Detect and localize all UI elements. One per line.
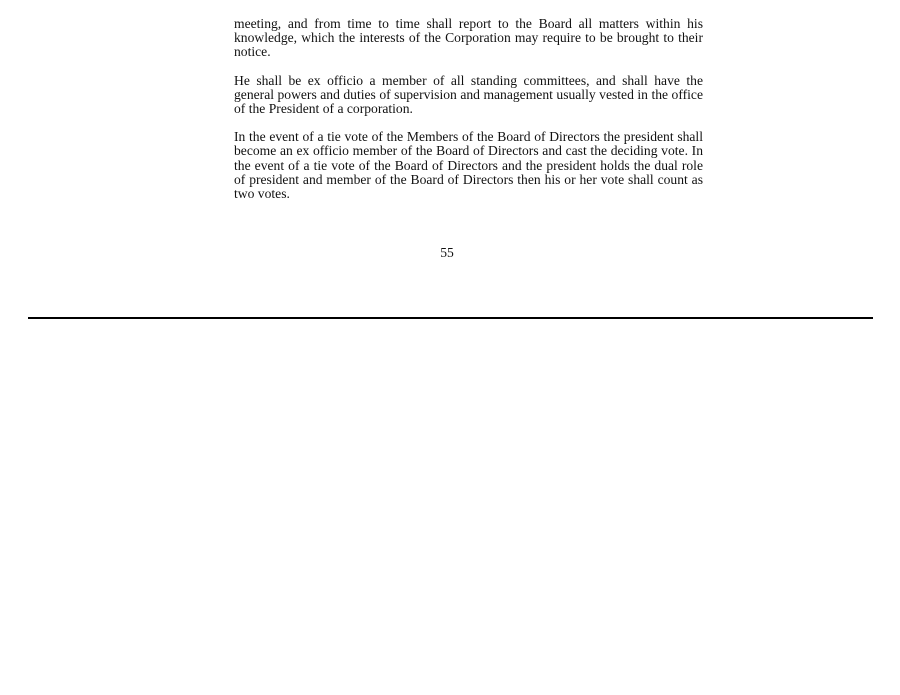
page-number: 55: [440, 245, 454, 260]
paragraph-tie-vote: In the event of a tie vote of the Members of the Board of Directors the president shall become an ex officio member of the Board of Directors and cast the deciding vote. In the event of a tie vote of the Board of Directors and the president holds the dual role of president and member of the Board of Directors then his or her vote shall count as two votes.: [234, 129, 703, 202]
body-text: [234, 17, 703, 215]
paragraph-ex-officio-powers: He shall be ex officio a member of all standing committees, and shall have the general powers and duties of supervision and management usually vested in the office of the President of a corporation.: [234, 72, 703, 117]
paragraph-board-reporting: meeting, and from time to time shall report to the Board all matters within his knowledge, which the interests of the Corporation may require to be brought to their notice.: [234, 16, 703, 60]
page-separator-rule: [28, 317, 873, 319]
